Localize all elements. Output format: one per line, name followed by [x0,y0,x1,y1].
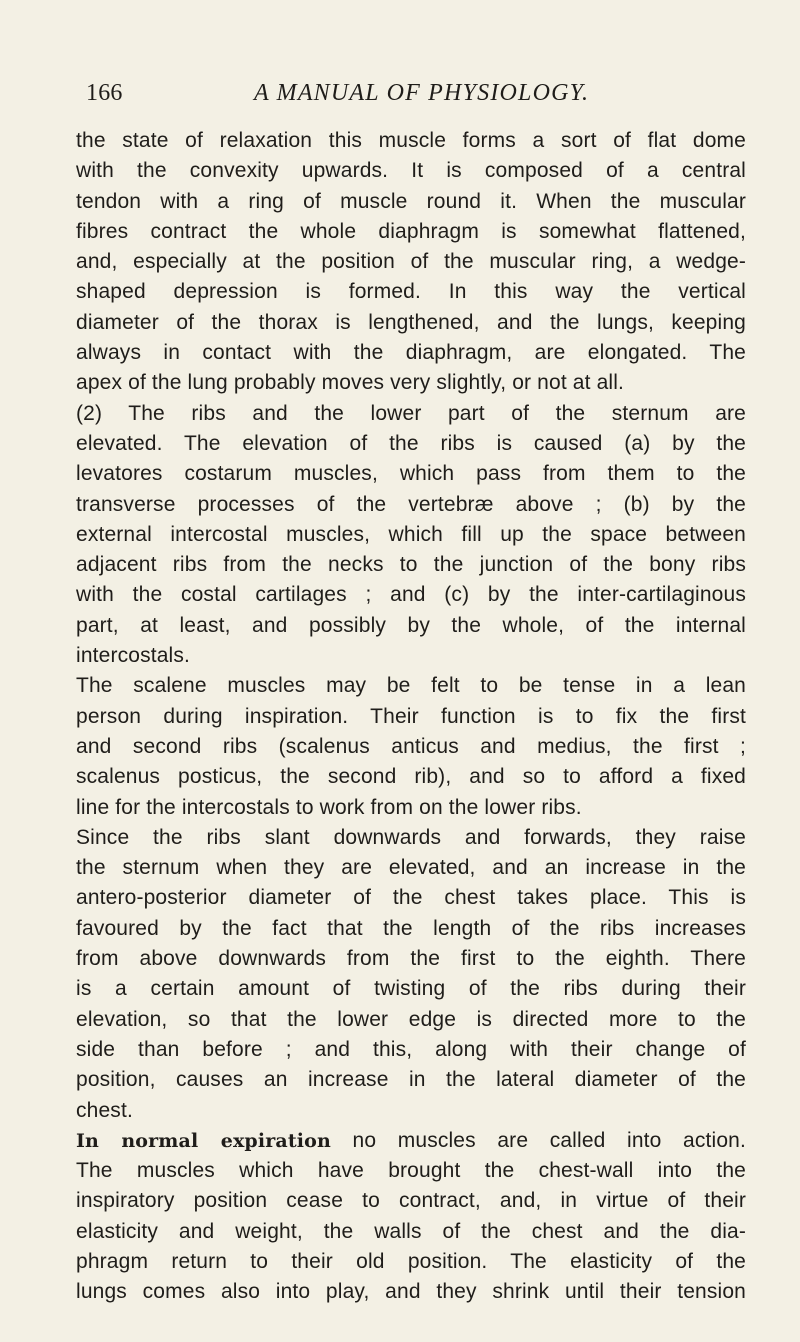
text-line [76,853,746,883]
line-text: the state of relaxation this muscle forms a sort of flat dome [76,129,746,152]
text-line [76,1186,746,1216]
text-line [76,883,746,913]
text-line [76,520,746,550]
line-text: fibres contract the whole diaphragm is somewhat flattened, [76,219,746,243]
text-line [76,1247,746,1277]
line-text: with the costal cartilages ; and (c) by the inter-cartilaginous [76,583,746,607]
text-line [76,732,746,762]
text-line [76,1277,746,1307]
line-text: inspiratory position cease to contract, and, in virtue of their [76,1189,746,1213]
running-title: A MANUAL OF PHYSIOLOGY. [254,80,590,106]
text-line [76,580,746,610]
line-text: shaped depression is formed. In this way the vertical [76,280,746,304]
line-text: apex of the lung probably moves very slightly, or not at all. [76,371,625,395]
line-text: the sternum when they are elevated, and an increase in the [76,856,746,880]
line-text: external intercostal muscles, which fill up the space between [76,522,746,546]
line-text: adjacent ribs from the necks to the junction of the bony ribs [76,553,746,577]
line-text: The muscles which have brought the chest-wall into the [76,1159,746,1183]
text-line [76,823,746,853]
text-line [76,217,746,247]
line-text: and second ribs (scalenus anticus and medius, the first ; [76,734,746,758]
text-line [76,944,746,974]
line-text: elevation, so that the lower edge is directed more to the [76,1007,746,1031]
line-text: is a certain amount of twisting of the ribs during their [76,977,746,1001]
text-line [76,1005,746,1035]
text-line [76,429,746,459]
text-line [76,338,746,368]
line-text: chest. [76,1098,133,1122]
line-text: diameter of the thorax is lengthened, and the lungs, keeping [76,310,746,334]
text-line [76,1096,746,1126]
text-line [76,550,746,580]
text-line [76,247,746,277]
text-line [76,490,746,520]
text-line [76,974,746,1004]
line-text: favoured by the fact that the length of the ribs increases [76,916,746,940]
text-line [76,1217,746,1247]
line-text: line for the intercostals to work from on the lower ribs. [76,795,582,819]
line-text: from above downwards from the first to the eighth. There [76,947,746,971]
line-text: with the convexity upwards. It is composed of a central [76,159,746,183]
text-line [76,1126,746,1156]
text-line [76,671,746,701]
line-text: person during inspiration. Their function is to fix the first [76,704,746,728]
line-text: elevated. The elevation of the ribs is caused (a) by the [76,431,746,455]
line-text: always in contact with the diaphragm, are elongated. The [76,341,746,365]
line-text: (2) The ribs and the lower part of the sternum are [76,401,746,425]
text-line [76,702,746,732]
page-header [86,78,746,108]
text-line [76,1065,746,1095]
text-line [76,641,746,671]
line-text: part, at least, and possibly by the whole, of the internal [76,613,746,637]
line-text: Since the ribs slant downwards and forwards, they raise [76,825,746,849]
text-line [76,762,746,792]
line-text: tendon with a ring of muscle round it. When the muscular [76,189,746,213]
page-number: 166 [86,80,123,106]
line-text: position, causes an increase in the lateral diameter of the [76,1068,746,1092]
line-text: intercostals. [76,644,190,668]
text-line [76,399,746,429]
text-line [76,1156,746,1186]
line-text: levatores costarum muscles, which pass from them to the [76,462,746,486]
text-line [76,308,746,338]
body-text [76,126,746,1308]
text-line [76,459,746,489]
line-text: no muscles are called into action. [330,1128,746,1152]
text-line [76,126,746,156]
text-line [76,793,746,823]
line-text: side than before ; and this, along with their change of [76,1037,746,1061]
line-text: The scalene muscles may be felt to be tense in a lean [76,674,746,698]
bold-phrase: In normal expiration [76,1129,331,1152]
line-text: antero-posterior diameter of the chest takes place. This is [76,886,746,910]
text-line [76,914,746,944]
line-text: phragm return to their old position. The elasticity of the [76,1249,746,1273]
line-text: elasticity and weight, the walls of the chest and the dia- [76,1219,746,1243]
text-line [76,1035,746,1065]
text-line [76,368,746,398]
line-text: scalenus posticus, the second rib), and so to afford a fixed [76,765,746,789]
text-line [76,187,746,217]
line-text: and, especially at the position of the muscular ring, a wedge- [76,250,746,274]
line-text: lungs comes also into play, and they shrink until their tension [76,1280,746,1304]
text-line [76,277,746,307]
line-text: transverse processes of the vertebræ above ; (b) by the [76,492,746,516]
text-line [76,611,746,641]
text-line [76,156,746,186]
